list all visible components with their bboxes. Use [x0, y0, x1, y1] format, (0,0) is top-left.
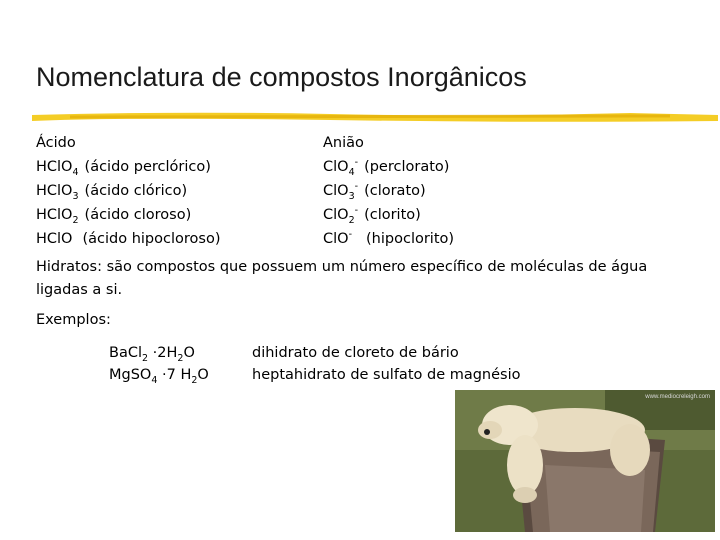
anion-row [323, 155, 454, 179]
acid-row [36, 179, 220, 203]
formula-part: ·2H [148, 345, 178, 361]
acid-formula: HClO [36, 207, 73, 223]
example-name: heptahidrato de sulfato de magnésio [252, 367, 521, 383]
acid-row [36, 203, 220, 227]
anion-row [323, 179, 454, 203]
acid-formula: HClO [36, 183, 73, 199]
anion-charge: - [354, 181, 359, 193]
examples-label: Exemplos: [36, 312, 111, 328]
formula-part: O [197, 367, 209, 383]
anion-column [323, 131, 454, 251]
formula-subscript: 4 [151, 374, 158, 386]
acid-formula: HClO [36, 159, 73, 175]
acid-subscript: 2 [72, 214, 79, 226]
anion-row [323, 227, 454, 251]
example-formulas [109, 341, 209, 385]
acid-row [36, 155, 220, 179]
anion-formula: ClO [323, 159, 349, 175]
example-formula [109, 363, 209, 385]
formula-part: O [183, 345, 195, 361]
title-underline [30, 105, 720, 127]
anion-name: (clorito) [364, 207, 421, 223]
acid-name: (ácido hipocloroso) [82, 231, 221, 247]
anion-name: (clorato) [364, 183, 426, 199]
formula-part: MgSO [109, 367, 152, 383]
example-name: dihidrato de cloreto de bário [252, 345, 459, 361]
hydrates-paragraph: Hidratos: são compostos que possuem um número específico de moléculas de água ligadas a si. [36, 259, 648, 298]
anion-subscript: 3 [348, 190, 355, 202]
acid-subscript: 4 [72, 166, 79, 178]
formula-subscript: 2 [191, 374, 198, 386]
acid-formula: HClO [36, 231, 73, 247]
formula-part: BaCl [109, 345, 142, 361]
anion-subscript: 4 [348, 166, 355, 178]
anion-row [323, 203, 454, 227]
acid-name: (ácido cloroso) [84, 207, 192, 223]
anion-header: Anião [323, 135, 364, 151]
photo-watermark: www.mediocreleigh.com [645, 394, 710, 400]
anion-charge: - [348, 229, 353, 241]
formula-subscript: 2 [142, 352, 149, 364]
formula-part: ·7 H [157, 367, 192, 383]
anion-formula: ClO [323, 231, 349, 247]
anion-subscript: 2 [348, 214, 355, 226]
anion-formula: ClO [323, 183, 349, 199]
acid-subscript: 3 [72, 190, 79, 202]
anion-name: (hipoclorito) [366, 231, 455, 247]
acid-name: (ácido perclórico) [84, 159, 211, 175]
acid-column [36, 131, 220, 251]
slide-title: Nomenclatura de compostos Inorgânicos [36, 62, 527, 92]
anion-charge: - [354, 205, 359, 217]
example-formula [109, 341, 209, 363]
acid-row [36, 227, 220, 251]
example-names [252, 341, 521, 385]
polar-bear-photo [455, 390, 715, 532]
formula-subscript: 2 [177, 352, 184, 364]
anion-charge: - [354, 157, 359, 169]
acid-name: (ácido clórico) [84, 183, 188, 199]
anion-formula: ClO [323, 207, 349, 223]
anion-name: (perclorato) [364, 159, 450, 175]
acid-header: Ácido [36, 135, 76, 151]
